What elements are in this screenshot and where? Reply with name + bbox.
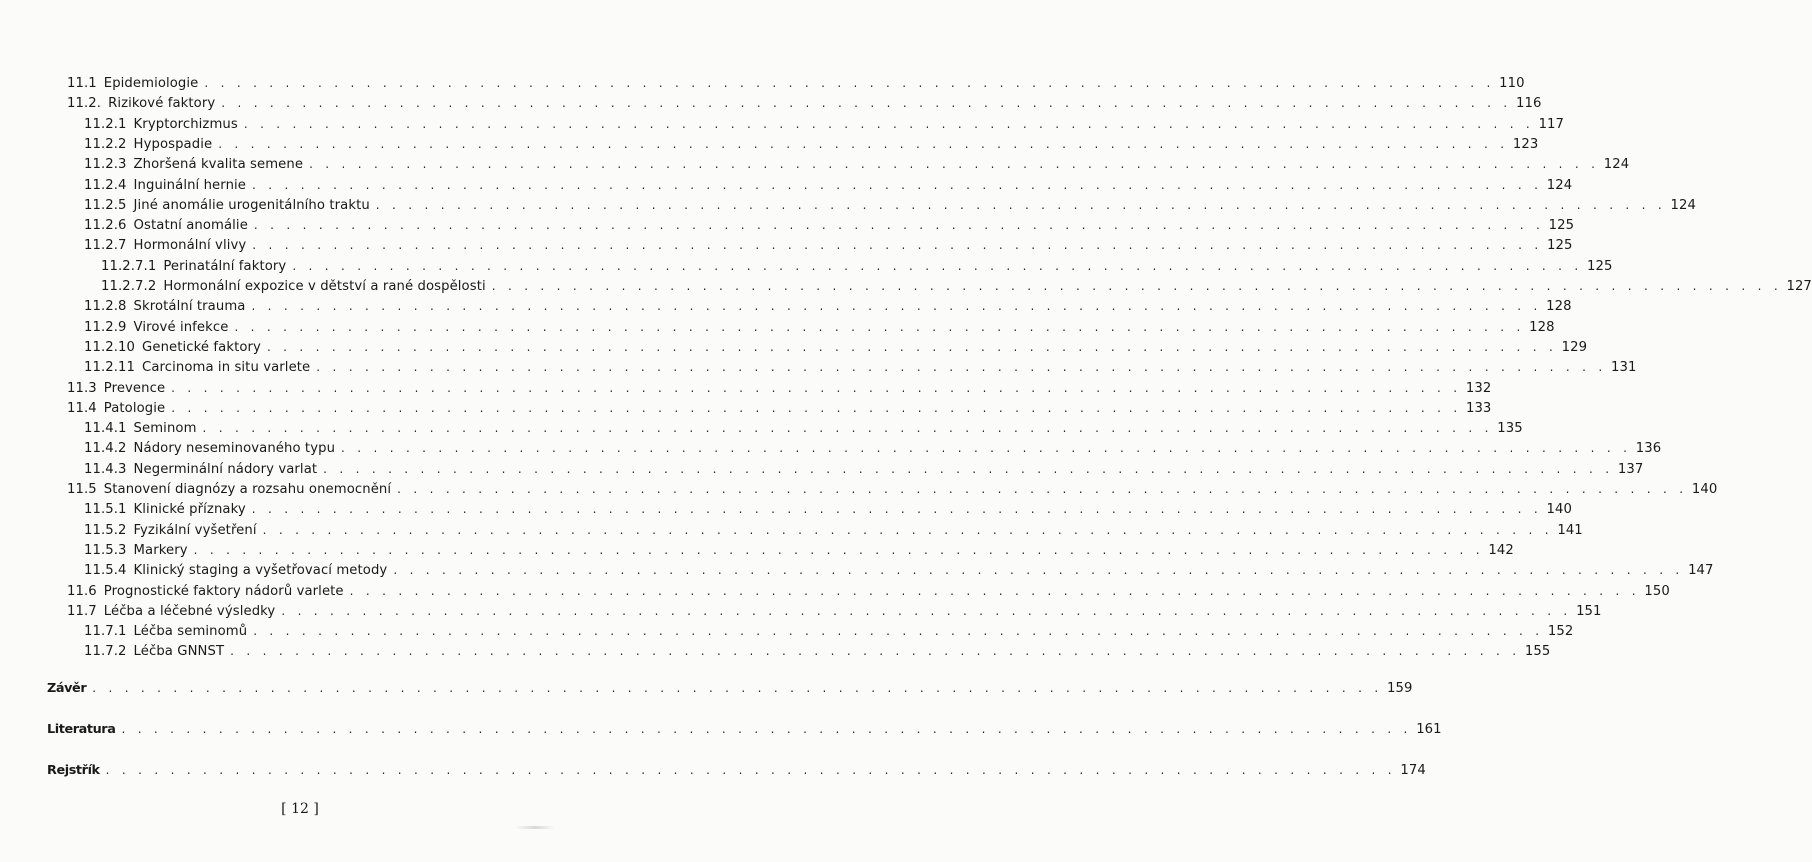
dot-leader: . . . . . . . . . . . . . . . . . . . . . . . . . . . . . . . . . . . . . . . . . . . . . . . . . . . . . . . . . . . . . . . . . . . . . . . . . . . . . . . . bbox=[221, 96, 1512, 111]
toc-entry-title: Klinický staging a vyšetřovací metody bbox=[133, 563, 388, 579]
dot-leader: . . . . . . . . . . . . . . . . . . . . . . . . . . . . . . . . . . . . . . . . . . . . . . . . . . . . . . . . . . . . . . . . . . . . . . . . . . . . . . . . bbox=[234, 319, 1525, 334]
toc-entry-page: 150 bbox=[1644, 583, 1670, 599]
dot-leader: . . . . . . . . . . . . . . . . . . . . . . . . . . . . . . . . . . . . . . . . . . . . . . . . . . . . . . . . . . . . . . . . . . . . . . . . . . . . . . . . bbox=[204, 76, 1495, 90]
toc-entry-title: Ostatní anomálie bbox=[133, 218, 248, 234]
toc-entry-title: Patologie bbox=[103, 400, 166, 416]
toc-entry bbox=[84, 296, 1572, 316]
dot-leader: . . . . . . . . . . . . . . . . . . . . . . . . . . . . . . . . . . . . . . . . . . . . . . . . . . . . . . . . . . . . . . . . . . . . . . . . . . . . . . . . bbox=[292, 258, 1583, 273]
toc-entry-number: 11.2.1 bbox=[84, 116, 127, 132]
toc-entry-title: Léčba seminomů bbox=[133, 624, 248, 640]
toc-entry-page: 124 bbox=[1603, 157, 1630, 173]
toc-entry-title: Seminom bbox=[133, 421, 197, 437]
toc-entry bbox=[84, 215, 1575, 235]
toc-entry-number: 11.2.7.1 bbox=[101, 258, 157, 274]
toc-entry-number: 11.2.7.2 bbox=[101, 279, 157, 294]
toc-entry-page: 140 bbox=[1546, 502, 1572, 518]
dot-leader: . . . . . . . . . . . . . . . . . . . . . . . . . . . . . . . . . . . . . . . . . . . . . . . . . . . . . . . . . . . . . . . . . . . . . . . . . . . . . . . . bbox=[121, 722, 1412, 736]
toc-entry-page: 117 bbox=[1538, 116, 1565, 132]
toc-entry-title: Závěr bbox=[47, 681, 87, 696]
toc-entry-page: 128 bbox=[1529, 319, 1555, 335]
toc-entry-title: Kryptorchizmus bbox=[133, 116, 238, 132]
toc-entry-title: Hormonální vlivy bbox=[133, 238, 247, 254]
toc-entry-title: Léčba GNNST bbox=[133, 644, 225, 660]
toc-entry-number: 11.7.2 bbox=[84, 644, 127, 660]
toc-entry-number: 11.2.7 bbox=[84, 238, 127, 254]
toc-entry-page: 152 bbox=[1547, 624, 1574, 640]
toc-entry bbox=[67, 73, 1525, 93]
toc-entry-number: 11.5.4 bbox=[84, 563, 127, 579]
toc-entry-page: 125 bbox=[1587, 258, 1613, 274]
toc-entry-number: 11.2.4 bbox=[84, 177, 127, 193]
toc-entry-title: Hypospadie bbox=[133, 136, 213, 152]
toc-entry-page: 161 bbox=[1416, 722, 1442, 737]
toc-entry-number: 11.2.9 bbox=[84, 319, 127, 335]
toc-entry-title: Rejstřík bbox=[47, 763, 100, 778]
dot-leader: . . . . . . . . . . . . . . . . . . . . . . . . . . . . . . . . . . . . . . . . . . . . . . . . . . . . . . . . . . . . . . . . . . . . . . . . . . . . . . . . bbox=[251, 299, 1542, 314]
dot-leader: . . . . . . . . . . . . . . . . . . . . . . . . . . . . . . . . . . . . . . . . . . . . . . . . . . . . . . . . . . . . . . . . . . . . . . . . . . . . . . . . bbox=[230, 644, 1521, 659]
toc-entry-number: 11.4.2 bbox=[84, 441, 127, 457]
toc-entry bbox=[101, 276, 1812, 296]
toc-entry bbox=[84, 114, 1565, 134]
dot-leader: . . . . . . . . . . . . . . . . . . . . . . . . . . . . . . . . . . . . . . . . . . . . . . . . . . . . . . . . . . . . . . . . . . . . . . . . . . . . . . . . bbox=[92, 681, 1383, 695]
toc-entry bbox=[84, 337, 1588, 357]
toc-entry bbox=[67, 398, 1492, 418]
dot-leader: . . . . . . . . . . . . . . . . . . . . . . . . . . . . . . . . . . . . . . . . . . . . . . . . . . . . . . . . . . . . . . . . . . . . . . . . . . . . . . . . bbox=[171, 380, 1462, 395]
toc-entry-number: 11.5.3 bbox=[84, 542, 127, 558]
toc-entry-page: 124 bbox=[1670, 197, 1696, 213]
toc-entry-page: 151 bbox=[1576, 603, 1602, 619]
toc-entry bbox=[84, 621, 1574, 641]
toc-entry bbox=[84, 195, 1696, 215]
toc-entry-number: 11.7 bbox=[67, 603, 97, 619]
dot-leader: . . . . . . . . . . . . . . . . . . . . . . . . . . . . . . . . . . . . . . . . . . . . . . . . . . . . . . . . . . . . . . . . . . . . . . . . . . . . . . . . bbox=[253, 218, 1545, 233]
toc-major-entry bbox=[47, 719, 1442, 739]
toc-entry-title: Stanovení diagnózy a rozsahu onemocnění bbox=[103, 482, 392, 497]
dot-leader: . . . . . . . . . . . . . . . . . . . . . . . . . . . . . . . . . . . . . . . . . . . . . . . . . . . . . . . . . . . . . . . . . . . . . . . . . . . . . . . . bbox=[252, 238, 1543, 253]
toc-major-entry bbox=[47, 760, 1426, 780]
toc-entry bbox=[67, 601, 1602, 621]
dot-leader: . . . . . . . . . . . . . . . . . . . . . . . . . . . . . . . . . . . . . . . . . . . . . . . . . . . . . . . . . . . . . . . . . . . . . . . . . . . . . . . . bbox=[253, 624, 1544, 639]
toc-entry-title: Léčba a léčebné výsledky bbox=[103, 603, 276, 619]
toc-entry bbox=[67, 378, 1492, 398]
toc-entry bbox=[84, 134, 1539, 154]
toc-entry-page: 131 bbox=[1611, 360, 1637, 376]
toc-entry-title: Prevence bbox=[103, 380, 166, 396]
dot-leader: . . . . . . . . . . . . . . . . . . . . . . . . . . . . . . . . . . . . . . . . . . . . . . . . . . . . . . . . . . . . . . . . . . . . . . . . . . . . . . . . bbox=[193, 542, 1484, 557]
toc-entry-page: 141 bbox=[1557, 522, 1583, 538]
toc-entry-title: Nádory neseminovaného typu bbox=[133, 441, 336, 457]
toc-entry-page: 135 bbox=[1497, 421, 1523, 437]
toc-entry-page: 132 bbox=[1465, 380, 1492, 396]
dot-leader: . . . . . . . . . . . . . . . . . . . . . . . . . . . . . . . . . . . . . . . . . . . . . . . . . . . . . . . . . . . . . . . . . . . . . . . . . . . . . . . . bbox=[262, 522, 1553, 537]
toc-entry-number: 11.2. bbox=[67, 96, 102, 112]
toc-entry-page: 147 bbox=[1688, 563, 1714, 579]
toc-entry bbox=[84, 357, 1637, 377]
toc-entry-number: 11.1 bbox=[67, 76, 97, 91]
toc-entry-number: 11.4.3 bbox=[84, 461, 127, 477]
toc-major-entry bbox=[47, 678, 1413, 698]
toc-entry-page: 127 bbox=[1786, 279, 1812, 294]
toc-entry-title: Negerminální nádory varlat bbox=[133, 461, 318, 477]
toc-entry bbox=[84, 641, 1551, 661]
toc-entry-page: 123 bbox=[1512, 136, 1539, 152]
toc-entry bbox=[84, 459, 1644, 479]
toc-entry-number: 11.2.6 bbox=[84, 218, 127, 234]
toc-entry bbox=[84, 418, 1523, 438]
toc-entry bbox=[84, 235, 1573, 255]
toc-entry-title: Rizikové faktory bbox=[108, 96, 216, 112]
toc-entry-page: 159 bbox=[1386, 681, 1413, 696]
dot-leader: . . . . . . . . . . . . . . . . . . . . . . . . . . . . . . . . . . . . . . . . . . . . . . . . . . . . . . . . . . . . . . . . . . . . . . . . . . . . . . . . bbox=[218, 136, 1509, 151]
toc-entry-title: Zhoršená kvalita semene bbox=[133, 157, 304, 173]
toc-entry bbox=[67, 479, 1718, 499]
toc-entry-page: 155 bbox=[1524, 644, 1551, 660]
dot-leader: . . . . . . . . . . . . . . . . . . . . . . . . . . . . . . . . . . . . . . . . . . . . . . . . . . . . . . . . . . . . . . . . . . . . . . . . . . . . . . . . bbox=[243, 116, 1535, 131]
dot-leader: . . . . . . . . . . . . . . . . . . . . . . . . . . . . . . . . . . . . . . . . . . . . . . . . . . . . . . . . . . . . . . . . . . . . . . . . . . . . . . . . bbox=[266, 339, 1558, 354]
dot-leader: . . . . . . . . . . . . . . . . . . . . . . . . . . . . . . . . . . . . . . . . . . . . . . . . . . . . . . . . . . . . . . . . . . . . . . . . . . . . . . . . bbox=[393, 563, 1684, 578]
toc-entry bbox=[84, 175, 1573, 195]
toc-entry-number: 11.2.11 bbox=[84, 360, 136, 376]
toc-entry-page: 137 bbox=[1617, 461, 1644, 477]
dot-leader: . . . . . . . . . . . . . . . . . . . . . . . . . . . . . . . . . . . . . . . . . . . . . . . . . . . . . . . . . . . . . . . . . . . . . . . . . . . . . . . . bbox=[397, 482, 1688, 496]
page-number: [ 12 ] bbox=[281, 801, 319, 817]
dot-leader: . . . . . . . . . . . . . . . . . . . . . . . . . . . . . . . . . . . . . . . . . . . . . . . . . . . . . . . . . . . . . . . . . . . . . . . . . . . . . . . . bbox=[323, 461, 1614, 476]
toc-entry-page: 140 bbox=[1691, 482, 1718, 497]
toc-entry-page: 133 bbox=[1465, 400, 1492, 416]
dot-leader: . . . . . . . . . . . . . . . . . . . . . . . . . . . . . . . . . . . . . . . . . . . . . . . . . . . . . . . . . . . . . . . . . . . . . . . . . . . . . . . . bbox=[309, 157, 1600, 172]
toc-entry-number: 11.2.2 bbox=[84, 136, 127, 152]
toc-entry-title: Markery bbox=[133, 542, 188, 558]
toc-entry-page: 142 bbox=[1488, 542, 1514, 558]
toc-entry-title: Virové infekce bbox=[133, 319, 229, 335]
toc-entry-number: 11.5.2 bbox=[84, 522, 127, 538]
toc-entry-title: Inguinální hernie bbox=[133, 177, 247, 193]
toc-entry-title: Prognostické faktory nádorů varlete bbox=[103, 583, 344, 599]
toc-entry-page: 116 bbox=[1515, 96, 1542, 112]
toc-entry bbox=[101, 256, 1613, 276]
scan-smudge bbox=[515, 826, 555, 829]
dot-leader: . . . . . . . . . . . . . . . . . . . . . . . . . . . . . . . . . . . . . . . . . . . . . . . . . . . . . . . . . . . . . . . . . . . . . . . . . . . . . . . . bbox=[349, 583, 1640, 598]
toc-entry-title: Hormonální expozice v dětství a rané dospělosti bbox=[163, 279, 486, 294]
toc-entry bbox=[67, 93, 1542, 113]
toc-entry-page: 174 bbox=[1400, 763, 1426, 778]
toc-entry-page: 128 bbox=[1546, 299, 1572, 315]
toc-entry-page: 129 bbox=[1561, 339, 1588, 355]
dot-leader: . . . . . . . . . . . . . . . . . . . . . . . . . . . . . . . . . . . . . . . . . . . . . . . . . . . . . . . . . . . . . . . . . . . . . . . . . . . . . . . . bbox=[316, 360, 1607, 375]
toc-entry-page: 125 bbox=[1547, 238, 1573, 254]
toc-entry bbox=[84, 520, 1583, 540]
toc-entry-number: 11.5 bbox=[67, 482, 97, 497]
toc-entry-number: 11.6 bbox=[67, 583, 97, 599]
toc-entry bbox=[84, 540, 1514, 560]
toc-entry-number: 11.3 bbox=[67, 380, 97, 396]
toc-entry-page: 125 bbox=[1548, 218, 1575, 234]
toc-entry-title: Carcinoma in situ varlete bbox=[142, 360, 311, 376]
toc-entry bbox=[84, 154, 1630, 174]
toc-entry-number: 11.4 bbox=[67, 400, 97, 416]
toc-entry bbox=[84, 317, 1555, 337]
toc-entry-page: 124 bbox=[1546, 177, 1573, 193]
toc-entry-title: Klinické příznaky bbox=[133, 502, 246, 518]
dot-leader: . . . . . . . . . . . . . . . . . . . . . . . . . . . . . . . . . . . . . . . . . . . . . . . . . . . . . . . . . . . . . . . . . . . . . . . . . . . . . . . . bbox=[281, 603, 1572, 618]
dot-leader: . . . . . . . . . . . . . . . . . . . . . . . . . . . . . . . . . . . . . . . . . . . . . . . . . . . . . . . . . . . . . . . . . . . . . . . . . . . . . . . . bbox=[171, 400, 1462, 415]
toc-entry-title: Literatura bbox=[47, 722, 116, 737]
toc-entry-title: Genetické faktory bbox=[142, 339, 261, 355]
toc-entry-page: 110 bbox=[1499, 76, 1525, 91]
dot-leader: . . . . . . . . . . . . . . . . . . . . . . . . . . . . . . . . . . . . . . . . . . . . . . . . . . . . . . . . . . . . . . . . . . . . . . . . . . . . . . . . bbox=[251, 502, 1542, 517]
dot-leader: . . . . . . . . . . . . . . . . . . . . . . . . . . . . . . . . . . . . . . . . . . . . . . . . . . . . . . . . . . . . . . . . . . . . . . . . . . . . . . . . bbox=[105, 763, 1396, 777]
toc-entry-number: 11.2.8 bbox=[84, 299, 127, 315]
toc-entry bbox=[84, 499, 1572, 519]
toc-entry bbox=[84, 438, 1662, 458]
dot-leader: . . . . . . . . . . . . . . . . . . . . . . . . . . . . . . . . . . . . . . . . . . . . . . . . . . . . . . . . . . . . . . . . . . . . . . . . . . . . . . . . bbox=[341, 441, 1632, 456]
dot-leader: . . . . . . . . . . . . . . . . . . . . . . . . . . . . . . . . . . . . . . . . . . . . . . . . . . . . . . . . . . . . . . . . . . . . . . . . . . . . . . . . bbox=[375, 197, 1666, 212]
toc-entry-number: 11.2.10 bbox=[84, 339, 136, 355]
toc-entry-title: Jiné anomálie urogenitálního traktu bbox=[133, 197, 370, 213]
toc-entry-page: 136 bbox=[1635, 441, 1662, 457]
toc-entry-number: 11.5.1 bbox=[84, 502, 127, 518]
toc-entry-title: Perinatální faktory bbox=[163, 258, 287, 274]
dot-leader: . . . . . . . . . . . . . . . . . . . . . . . . . . . . . . . . . . . . . . . . . . . . . . . . . . . . . . . . . . . . . . . . . . . . . . . . . . . . . . . . bbox=[491, 279, 1782, 293]
toc-entry-title: Skrotální trauma bbox=[133, 299, 246, 315]
toc-entry bbox=[84, 560, 1714, 580]
toc-entry-number: 11.4.1 bbox=[84, 421, 127, 437]
toc-entry-number: 11.2.3 bbox=[84, 157, 127, 173]
toc-entry-title: Fyzikální vyšetření bbox=[133, 522, 257, 538]
toc-entry-number: 11.2.5 bbox=[84, 197, 127, 213]
dot-leader: . . . . . . . . . . . . . . . . . . . . . . . . . . . . . . . . . . . . . . . . . . . . . . . . . . . . . . . . . . . . . . . . . . . . . . . . . . . . . . . . bbox=[202, 421, 1493, 436]
toc-entry bbox=[67, 581, 1670, 601]
toc-entry-title: Epidemiologie bbox=[103, 76, 199, 91]
toc-entry-number: 11.7.1 bbox=[84, 624, 127, 640]
dot-leader: . . . . . . . . . . . . . . . . . . . . . . . . . . . . . . . . . . . . . . . . . . . . . . . . . . . . . . . . . . . . . . . . . . . . . . . . . . . . . . . . bbox=[252, 177, 1543, 192]
